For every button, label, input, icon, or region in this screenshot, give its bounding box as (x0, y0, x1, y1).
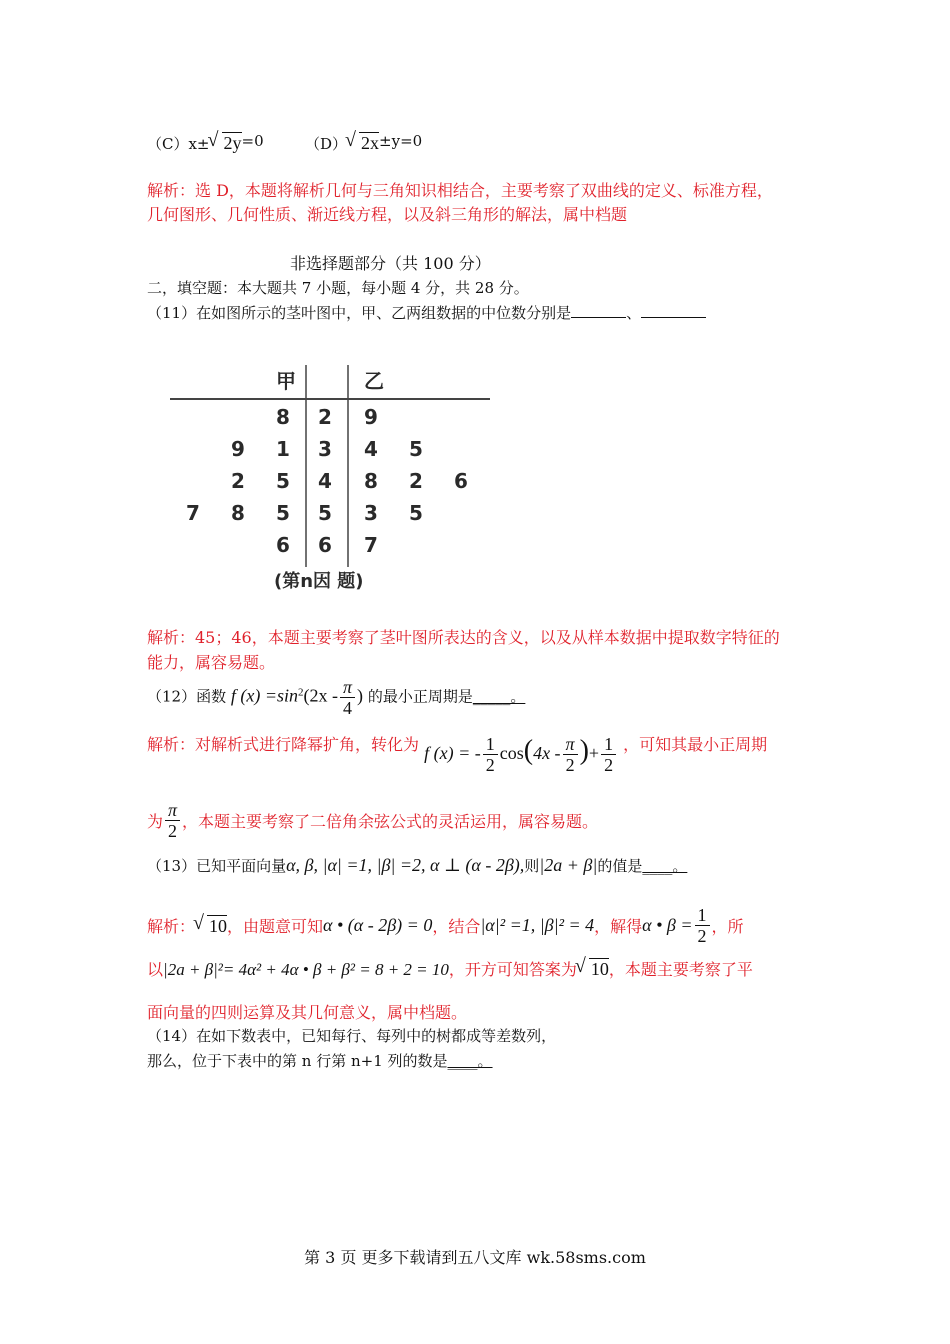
analysis-13-l2-text: ，开方可知答案为 (448, 960, 577, 979)
analysis-12-l2-text: ，本题主要考察了二倍角余弦公式的灵活运用，属容易题。 (182, 812, 599, 831)
analysis-13-line3: 面向量的四则运算及其几何意义，属中档题。 (147, 1003, 468, 1022)
question-12-close: ) (357, 685, 364, 706)
option-c-label: （C）x± (147, 135, 210, 153)
leaf-jia: 5 (276, 501, 290, 525)
analysis-12-half-den: 2 (485, 755, 495, 775)
question-12-arg: (2x - (303, 685, 339, 706)
question-12 (147, 677, 525, 718)
stem-value: 5 (318, 501, 332, 525)
question-13-then: 则 (524, 857, 540, 875)
section-intro: 二，填空题：本大题共 7 小题，每小题 4 分，共 28 分。 (147, 279, 529, 297)
leaf-yi: 5 (409, 437, 423, 461)
question-11-text: （11）在如图所示的茎叶图中，甲、乙两组数据的中位数分别是 (147, 304, 572, 322)
question-13 (147, 855, 687, 876)
analysis-12-line1 (147, 732, 767, 775)
leaf-yi: 9 (364, 405, 378, 429)
analysis-11-line1: 解析：45；46，本题主要考察了茎叶图所表达的含义，以及从样本数据中提取数字特征的 (147, 628, 780, 647)
question-12-blank: _____。 (472, 687, 526, 706)
question-12-suffix: 的最小正周期是 (367, 687, 473, 706)
plot-caption: (第n因 题) (274, 571, 364, 592)
leaf-yi: 5 (409, 501, 423, 525)
analysis-12-const-num: 1 (601, 734, 616, 755)
section-title: 非选择题部分（共 100 分） (290, 254, 491, 273)
leaf-yi: 2 (409, 469, 423, 493)
question-14-line1: （14）在如下数表中，已知每行、每列中的树都成等差数列， (147, 1027, 557, 1045)
analysis-13-prefix: 解析： (147, 917, 196, 936)
analysis-13-den: 2 (697, 926, 707, 946)
option-d (305, 132, 422, 154)
question-11 (147, 302, 706, 323)
leaf-jia: 7 (186, 501, 200, 525)
option-c-sqrt: √ 2y (222, 132, 242, 154)
analysis-12-prefix: 解析：对解析式进行降幂扩角，转化为 (147, 735, 420, 754)
header-jia: 甲 (276, 369, 296, 393)
analysis-12-l2-prefix: 为 (147, 812, 164, 831)
analysis-12-half-num: 1 (483, 734, 498, 755)
analysis-12-suffix: ，可知其最小正周期 (623, 735, 768, 754)
analysis-13-l2-tail: ，本题主要考察了平 (608, 960, 753, 979)
analysis-13-e2: |α|² =1, |β|² = 4 (480, 915, 595, 935)
page-footer: 第 3 页 更多下载请到五八文库 wk.58sms.com (304, 1248, 646, 1267)
analysis-13-line2 (147, 957, 753, 980)
analysis-12-pi-den: 2 (565, 755, 575, 775)
stem-value: 6 (318, 533, 332, 557)
analysis-13-l2-prefix: 以 (147, 960, 164, 979)
leaf-jia: 1 (276, 437, 290, 461)
question-11-sep: 、 (626, 304, 642, 322)
analysis-10-line1: 解析：选 D，本题将解析几何与三角知识相结合，主要考察了双曲线的定义、标准方程， (147, 181, 773, 200)
analysis-13-t4: ，所 (711, 917, 744, 936)
question-13-prefix: （13）已知平面向量 (147, 857, 287, 875)
analysis-11-line2: 能力，属容易题。 (147, 653, 276, 672)
analysis-13-l2-expr: |2a + β|²= 4α² + 4α • β + β² = 8 + 2 = 10 (163, 960, 449, 979)
leaf-jia: 5 (276, 469, 290, 493)
question-12-four: 4 (343, 698, 353, 718)
analysis-12-cos: cos (499, 743, 524, 763)
analysis-12-formula: f (x) = - $\frac{1}{2}$ cos(4x - $\frac{\pi}{2}$ )+ $\frac{1}{2}$ (424, 734, 618, 775)
analysis-12-plus: + (588, 743, 600, 763)
analysis-13-l2-sqrt: √ 10 (589, 958, 609, 980)
leaf-yi: 3 (364, 501, 378, 525)
analysis-12-period-pi: π (165, 800, 180, 821)
question-13-cond: α, β, |α| =1, |β| =2, α ⊥ (α - 2β), (286, 855, 525, 875)
analysis-10-line2: 几何图形、几何性质、渐近线方程，以及斜三角形的解法，属中档题 (147, 205, 628, 224)
analysis-13-num: 1 (695, 905, 710, 926)
option-c-tail: =0 (241, 132, 264, 150)
option-c (147, 132, 264, 154)
analysis-13-e3: α • β = (642, 915, 693, 935)
analysis-13-line1 (147, 905, 744, 946)
stem-value: 2 (318, 405, 332, 429)
analysis-12-const-den: 2 (604, 755, 614, 775)
analysis-12-inner: 4x - (533, 743, 561, 763)
question-12-func: f (x) =sin (230, 685, 299, 706)
leaf-jia: 9 (231, 437, 245, 461)
question-14-line2 (147, 1050, 493, 1071)
question-14-text: 那么，位于下表中的第 n 行第 n+1 列的数是 (147, 1052, 448, 1070)
option-d-sqrt: √ 2x (359, 132, 379, 154)
analysis-12-fx: f (x) = - (424, 743, 481, 763)
stem-value: 4 (318, 469, 332, 493)
leaf-jia: 6 (276, 533, 290, 557)
question-14-blank: ____。 (447, 1052, 493, 1070)
question-13-suffix: 的值是 (597, 857, 643, 875)
leaf-yi: 6 (454, 469, 468, 493)
stem-value: 3 (318, 437, 332, 461)
analysis-12-period-den: 2 (168, 821, 178, 841)
analysis-13-e1: α • (α - 2β) = 0 (323, 915, 433, 935)
stem-leaf-plot (150, 355, 500, 605)
question-13-blank: ____。 (642, 857, 688, 875)
leaf-jia: 8 (231, 501, 245, 525)
analysis-12-pi: π (563, 734, 578, 755)
leaf-yi: 8 (364, 469, 378, 493)
analysis-13-t2: ，结合 (432, 917, 481, 936)
analysis-12-line2 (147, 800, 598, 841)
leaf-jia: 2 (231, 469, 245, 493)
question-12-pi: π (340, 677, 355, 698)
question-13-expr: |2a + β| (539, 855, 598, 875)
option-d-tail: ±y=0 (379, 132, 423, 150)
question-12-prefix: （12）函数 (147, 687, 227, 706)
analysis-13-t3: ，解得 (594, 917, 643, 936)
leaf-yi: 7 (364, 533, 378, 557)
question-12-square: 2 (298, 686, 304, 699)
leaf-yi: 4 (364, 437, 378, 461)
analysis-13-t1: ，由题意可知 (227, 917, 324, 936)
analysis-13-sqrt: √ 10 (207, 915, 227, 937)
header-yi: 乙 (364, 369, 384, 393)
leaf-jia: 8 (276, 405, 290, 429)
option-d-label: （D） (305, 135, 348, 153)
